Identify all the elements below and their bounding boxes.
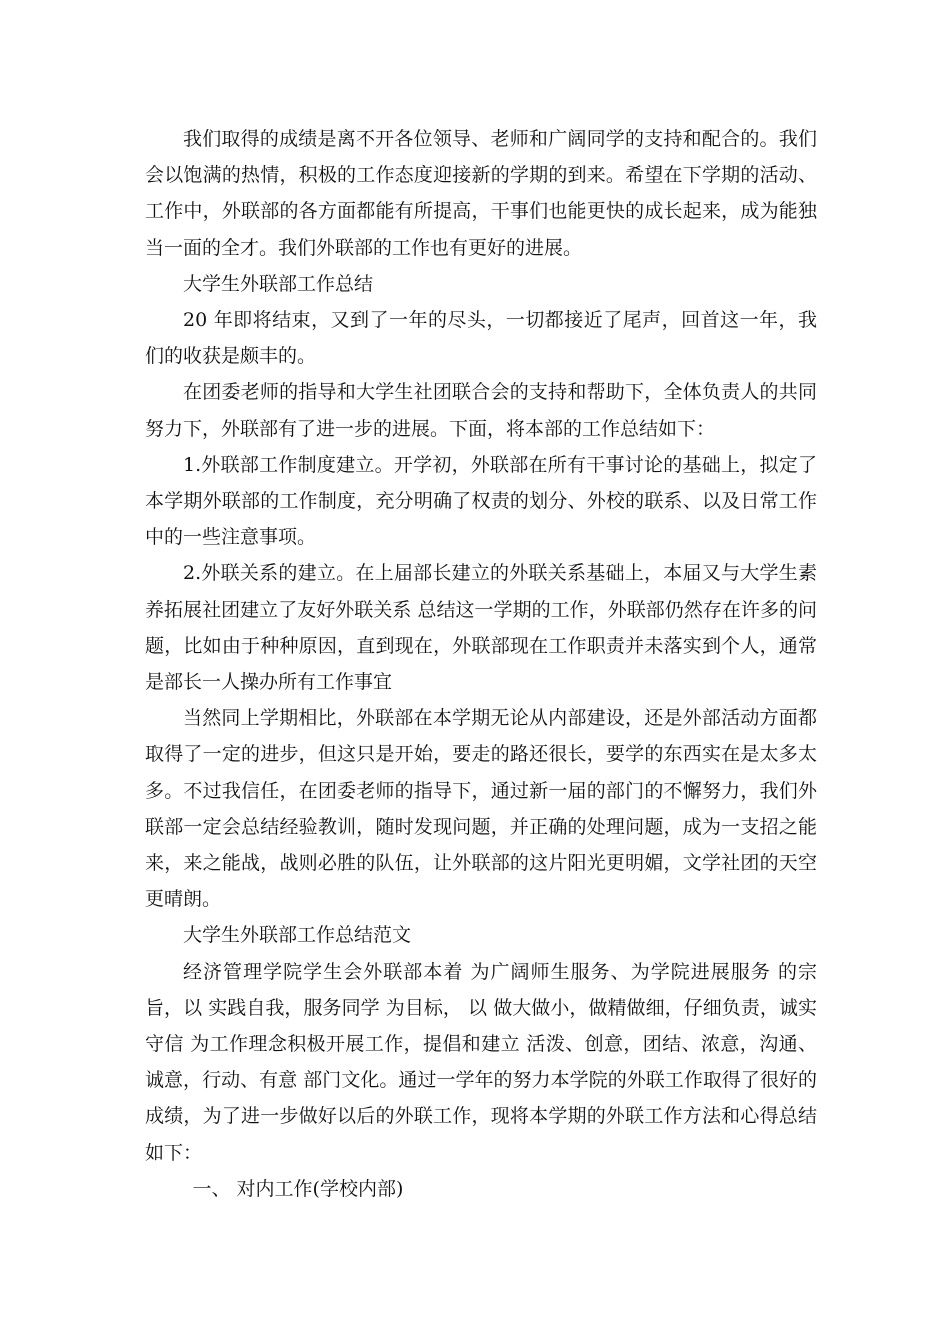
section-heading-summary: 大学生外联部工作总结 <box>183 272 374 295</box>
document-body <box>145 121 817 1207</box>
paragraph-department-mission: 经济管理学院学生会外联部本着 为广阔师生服务、为学院进展服务 的宗旨，以 实践自我，服务同学 为目标， 以 做大做小，做精做细，仔细负责，诚实守信 为工作理念积极开展工作，提倡和建立 活泼、创意，团结、浓意，沟通、诚意，行动、有意 部门文化。通过一学年的努力本学院的外联工作取得了很好的成绩，为了进一步做好以后的外联工作，现将本学期的外联工作方法和心得总结如下： <box>145 960 817 1164</box>
section-heading-sample: 大学生外联部工作总结范文 <box>183 924 412 947</box>
paragraph-introduction: 在团委老师的指导和大学生社团联合会的支持和帮助下，全体负责人的共同努力下，外联部有了进一步的进展。下面，将本部的工作总结如下： <box>145 381 817 440</box>
paragraph-item-1-work-system: 1.外联部工作制度建立。开学初，外联部在所有干事讨论的基础上，拟定了本学期外联部的工作制度，充分明确了权责的划分、外校的联系、以及日常工作中的一些注意事项。 <box>145 453 817 549</box>
paragraph-item-2-external-relations: 2.外联关系的建立。在上届部长建立的外联关系基础上，本届又与大学生素养拓展社团建立了友好外联关系 总结这一学期的工作，外联部仍然存在许多的问题，比如由于种种原因，直到现在，外联部现在工作职责并未落实到个人，通常是部长一人操办所有工作事宜 <box>145 562 817 694</box>
subsection-heading-internal-work: 一、 对内工作(学校内部) <box>192 1177 404 1200</box>
paragraph-closing-remarks: 我们取得的成绩是离不开各位领导、老师和广阔同学的支持和配合的。我们会以饱满的热情，积极的工作态度迎接新的学期的到来。希望在下学期的活动、工作中，外联部的各方面都能有所提高，干事们也能更快的成长起来，成为能独当一面的全才。我们外联部的工作也有更好的进展。 <box>145 128 817 259</box>
paragraph-year-end: 20 年即将结束，又到了一年的尽头，一切都接近了尾声，回首这一年，我们的收获是颇丰的。 <box>145 309 817 368</box>
paragraph-progress-outlook: 当然同上学期相比，外联部在本学期无论从内部建设，还是外部活动方面都取得了一定的进步，但这只是开始，要走的路还很长，要学的东西实在是太多太多。不过我信任，在团委老师的指导下，通过新一届的部门的不懈努力，我们外联部一定会总结经验教训，随时发现问题，并正确的处理问题，成为一支招之能来，来之能战，战则必胜的队伍，让外联部的这片阳光更明媚，文学社团的天空更晴朗。 <box>145 707 817 911</box>
